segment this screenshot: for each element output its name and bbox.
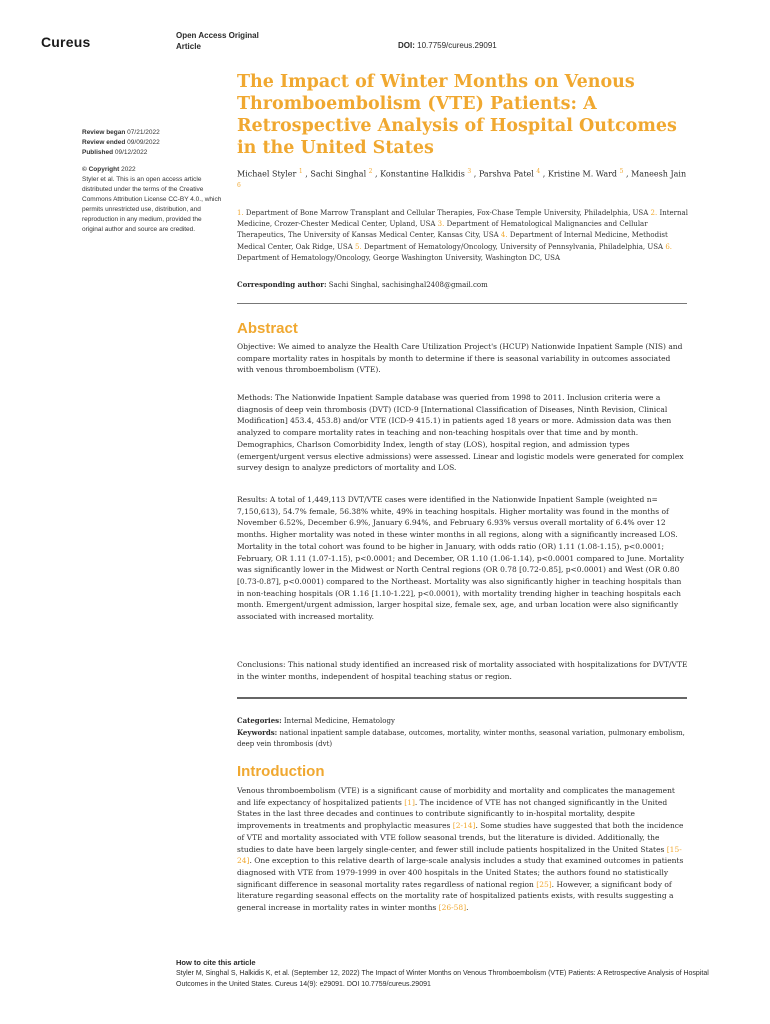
doi[interactable] bbox=[398, 41, 497, 50]
categories-label: Categories: bbox=[237, 716, 282, 725]
affiliation-number: 3. bbox=[437, 220, 445, 229]
author-name[interactable]: Maneesh Jain bbox=[631, 169, 687, 179]
reference-link[interactable]: [26-58] bbox=[438, 903, 467, 913]
doi-label: DOI: bbox=[398, 41, 415, 50]
introduction-heading: Introduction bbox=[237, 763, 325, 780]
affiliation-text: Department of Bone Marrow Transplant and Cellular Therapies, Fox-Chase Temple University, Philadelphia, USA bbox=[245, 209, 649, 217]
license-text: Styler et al. This is an open access article distributed under the terms of the Creative Commons Attribution License CC-BY 4.0., which permits unrestricted use, distribution, and reproduction in any medium, provided the original author and source are credited. bbox=[82, 176, 222, 233]
introduction-sentence: . Some studies have suggested that both the incidence of VTE and mortality associated with VTE follow seasonal trends, but the literature is divided. Additionally, the studies to date have been largely single-center, and fewer still include patients hospitalized in the United States bbox=[237, 821, 684, 854]
introduction-sentence: . However, a significant body of literature regarding seasonal effects on the mortality rate of hospitalized patients exists, with results suggesting a general increase in mortality rates in winter months bbox=[237, 879, 674, 913]
affiliation-text: Department of Hematology/Oncology, George Washington University, Washington DC, USA bbox=[237, 253, 561, 262]
abstract-objective: Objective: We aimed to analyze the Health Care Utilization Project's (HCUP) Nationwide Inpatient Sample (NIS) and compare mortality rates in hospitals by month to determine if there is seasonal variability in outcomes associated with venous thromboembolism (VTE). bbox=[237, 342, 683, 375]
review-began: 07/21/2022 bbox=[127, 129, 160, 136]
introduction-sentence: . The incidence of VTE has not changed significantly in the United States in the last three decades and continues to contribute significantly to in-hospital mortality, despite improvements in treatments and prophylactic measures bbox=[237, 797, 668, 831]
journal-logo[interactable]: Cureus bbox=[41, 34, 91, 50]
author-affiliation-ref[interactable]: 3 bbox=[467, 168, 472, 175]
article-type: Open Access Original Article bbox=[176, 31, 259, 51]
author-name[interactable]: Michael Styler bbox=[237, 169, 297, 179]
author-name[interactable]: Kristine M. Ward bbox=[547, 169, 618, 179]
abstract-conclusions: Conclusions: This national study identified an increased risk of mortality associated with hospitalizations for DVT/VTE in the winter months, independent of hospital teaching status or region. bbox=[237, 660, 688, 681]
affiliation-text: Department of Internal Medicine, Methodist Medical Center, Oak Ridge, USA bbox=[237, 231, 668, 251]
author-affiliation-ref[interactable]: 2 bbox=[368, 168, 373, 175]
reference-link[interactable]: [1] bbox=[404, 797, 415, 807]
citation-text: Styler M, Singhal S, Halkidis K, et al. (September 12, 2022) The Impact of Winter Months on Venous Thromboembolism (VTE) Patients: A Retrospective Analysis of Hospital Outcomes in the United States. Cureus 14(9): e29091. DOI 10.7759/cureus.29091 bbox=[176, 970, 709, 988]
copyright-block bbox=[82, 165, 222, 235]
copyright-label: © Copyright bbox=[82, 166, 120, 173]
affiliation-number: 6. bbox=[665, 242, 673, 251]
section-divider bbox=[237, 303, 687, 304]
abstract-results: Results: A total of 1,449,113 DVT/VTE cases were identified in the Nationwide Inpatient Sample (weighted n= 7,150,613), 54.7% female, 56.38% white, 49% in teaching hospitals. Higher mortality was found in the months of November 6.52%, December 6.9%, January 6.94%, and February 6.93% versus overall mortality of 6.4% over 12 months. Higher mortality was noted in these winter months in all regions, along with a significantly increased LOS. Mortality in the total cohort was found to be higher in January, with odds ratio (OR) 1.11 (1.08-1.15), p<0.0001; February, OR 1.11 (1.07-1.15), p<0.0001; and December, OR 1.10 (1.06-1.14), p<0.0001 compared to June. Mortality was significantly lower in the Midwest or North Central regions (OR 0.78 [0.72-0.85], p<0.0001) and West (OR 0.80 [0.73-0.87], p<0.0001) compared to the Northeast. Mortality was also significantly higher in teaching hospitals than in non-teaching hospitals (OR 1.16 [1.10-1.22], p<0.0001), with mortality trending higher in teaching hospitals each month. Emergent/urgent admission, larger hospital size, female sex, age, and urban location were also significantly associated with increased mortality. bbox=[237, 495, 684, 622]
reference-link[interactable]: [25] bbox=[536, 879, 552, 889]
categories-keywords bbox=[237, 715, 689, 750]
affiliation-number: 5. bbox=[355, 242, 362, 251]
affiliation-number: 1. bbox=[237, 209, 244, 217]
introduction-text bbox=[237, 785, 689, 914]
abstract-methods: Methods: The Nationwide Inpatient Sample database was queried from 1998 to 2011. Inclusion criteria were a diagnosis of deep vein thrombosis (DVT) (ICD-9 [International Classification of Diseases, Ninth Revision, Clinical Modification] 453.4, 453.8) and/or VTE (ICD-9 415.1) in patients aged 18 years or more. Admission data was then analyzed to compare mortality rates in teaching and non-teaching hospitals over that time and by month. Demographics, Charlson Comorbidity Index, length of stay (LOS), hospital region, and admission types (emergent/urgent versus elective admissions) were assessed. Linear and logistic models were generated for complex survey design to analyze predictors of mortality and LOS. bbox=[237, 393, 684, 473]
corresponding-text[interactable]: Sachi Singhal, sachisinghal2408@gmail.com bbox=[328, 281, 488, 289]
categories-text[interactable]: Internal Medicine, Hematology bbox=[283, 717, 395, 725]
affiliation-number: 2. bbox=[650, 209, 658, 217]
corresponding-author bbox=[237, 279, 689, 291]
affiliations bbox=[237, 208, 689, 264]
author-affiliation-ref[interactable]: 1 bbox=[298, 168, 303, 175]
published-label: Published bbox=[82, 149, 114, 156]
citation-heading: How to cite this article bbox=[176, 958, 256, 967]
review-began-label: Review began bbox=[82, 129, 126, 136]
doi-value: 10.7759/cureus.29091 bbox=[417, 41, 497, 50]
introduction-sentence: . One exception to this relative dearth of large-scale analysis includes a study that examined outcomes in patients diagnosed with VTE from 1979-1999 in over 400 hospitals in the United States; the authors found no statistically significant difference in seasonal mortality rates regardless of national region bbox=[237, 856, 684, 889]
introduction-sentence: Venous thromboembolism (VTE) is a significant cause of morbidity and mortality and complicates the management and life expectancy of hospitalized patients bbox=[237, 786, 675, 807]
author-affiliation-ref[interactable]: 5 bbox=[619, 168, 624, 175]
review-ended: 09/09/2022 bbox=[127, 139, 160, 146]
author-name[interactable]: Parshva Patel bbox=[478, 169, 534, 179]
review-dates bbox=[82, 128, 160, 158]
published-date: 09/12/2022 bbox=[114, 149, 148, 156]
review-ended-label: Review ended bbox=[82, 139, 126, 146]
reference-link[interactable]: [2-14] bbox=[452, 821, 476, 831]
introduction-sentence: . bbox=[466, 903, 469, 913]
keywords-label: Keywords: bbox=[237, 728, 278, 737]
abstract-heading: Abstract bbox=[237, 320, 298, 337]
keywords-text: national inpatient sample database, outcomes, mortality, winter months, seasonal variation, pulmonary embolism, deep vein thrombosis (dvt) bbox=[237, 729, 685, 748]
article-title: The Impact of Winter Months on Venous Thromboembolism (VTE) Patients: A Retrospective Analysis of Hospital Outcomes in the United States bbox=[237, 72, 677, 158]
author-name[interactable]: Konstantine Halkidis bbox=[380, 169, 465, 179]
affiliation-text: Department of Hematology/Oncology, University of Pennsylvania, Philadelphia, USA bbox=[363, 242, 664, 251]
affiliation-number: 4. bbox=[500, 231, 508, 240]
author-affiliation-ref[interactable]: 4 bbox=[536, 168, 541, 175]
author-name[interactable]: Sachi Singhal bbox=[310, 169, 367, 179]
author-affiliation-ref[interactable]: 6 bbox=[237, 181, 241, 189]
section-divider bbox=[237, 697, 687, 699]
author-list: Michael Styler $^1$ , Sachi Singhal $^2$ , Konstantine Halkidis $^3$ , Parshva Patel $^4$ , Kristine M. Ward $^5$ , Maneesh Jain $^6$ bbox=[237, 168, 687, 189]
affiliation-text: Internal Medicine, Crozer-Chester Medical Center, Upland, USA bbox=[237, 209, 688, 229]
affiliation-text: Department of Hematological Malignancies and Cellular Therapeutics, The University of Kansas Medical Center, Kansas City, USA bbox=[237, 220, 648, 240]
reference-link[interactable]: [15-24] bbox=[237, 844, 682, 866]
corresponding-label: Corresponding author: bbox=[237, 280, 327, 289]
copyright-year: 2022 bbox=[121, 166, 136, 173]
